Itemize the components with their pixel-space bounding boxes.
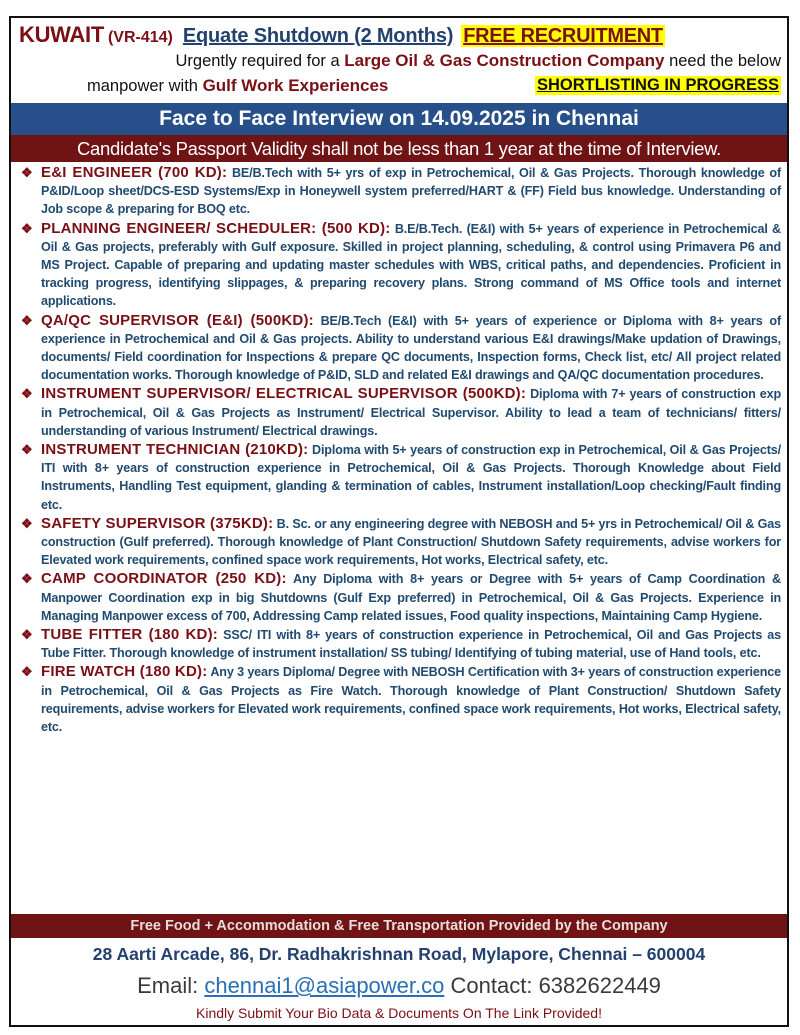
- job-title: INSTRUMENT SUPERVISOR/ ELECTRICAL SUPERVISOR (500KD):: [41, 385, 527, 403]
- project-name: Equate Shutdown (2 Months): [182, 25, 454, 47]
- header-title-line: [19, 22, 781, 52]
- country-label: KUWAIT: [19, 22, 104, 47]
- job-title: PLANNING ENGINEER/ SCHEDULER: (500 KD):: [41, 219, 391, 237]
- job-item: [17, 515, 781, 570]
- job-description: BE/B.Tech (E&I) with 5+ years of experience or Diploma with 8+ years of experience in Petrochemical and Oil & Gas projects. Ability to understand various E&I drawings/Make updation of Drawings, documents/ Field coordination for Inspections & prepare QC documents, Inspection forms, Check list, etc/ All project related documentation works. Thorough knowledge of P&ID, SLD and related E&I drawings and QA/QC documentation procedures.: [41, 313, 781, 383]
- job-item: [17, 220, 781, 311]
- office-address: 28 Aarti Arcade, 86, Dr. Radhakrishnan Road, Mylapore, Chennai – 600004: [92, 944, 706, 964]
- benefits-banner: Free Food + Accommodation & Free Transportation Provided by the Company: [11, 914, 787, 938]
- job-title: QA/QC SUPERVISOR (E&I) (500KD):: [41, 311, 314, 329]
- job-list: [17, 164, 781, 737]
- job-description: Any 3 years Diploma/ Degree with NEBOSH Certification with 3+ years of construction experience in Petrochemical, Oil & Gas Projects as Fire Watch. Thorough knowledge of Plant Construction/ Shutdown Safety requirements, advise workers for Elevated work requirements, confined space work requirements, Hot works, Electrical safety, etc.: [41, 665, 781, 735]
- passport-validity-banner: Candidate's Passport Validity shall not be less than 1 year at the time of Interview.: [11, 135, 787, 162]
- job-description: Diploma with 5+ years of construction exp in Petrochemical, Oil & Gas Projects/ ITI with 8+ years of construction experience in Petrochemical, Oil & Gas Projects. Thorough Knowledge about Field Instruments, Handling Test equipment, glanding & termination of cables, Instrument installation/Loop checking/Fault finding etc.: [41, 443, 781, 512]
- header-experience-line: [11, 76, 781, 100]
- reference-code: (VR-414): [107, 29, 173, 46]
- experience-line-text: [87, 76, 388, 96]
- company-highlight: Large Oil & Gas Construction Company: [344, 51, 665, 70]
- job-title: E&I ENGINEER (700 KD):: [41, 164, 228, 181]
- job-title: INSTRUMENT TECHNICIAN (210KD):: [41, 441, 309, 459]
- diamond-bullet-icon: ❖: [21, 515, 33, 531]
- job-description: BE/B.Tech with 5+ yrs of exp in Petrochemical, Oil & Gas Projects. Thorough knowledge of P&ID/Loop sheet/DCS-ESD Systems/Exp in Honeywell system preferred/HART & (FF) Field bus knowledge. Understanding of Job scope & preparing for BOQ etc.: [41, 166, 781, 217]
- job-description: B.E/B.Tech. (E&I) with 5+ years of experience in Petrochemical & Oil & Gas projects, preferably with Gulf exposure. Skilled in project planning, scheduling, & control using Primavera P6 and MS Project. Capable of preparing and updating master schedules with WBS, critical paths, and dependencies. Proficient in tracking progress, identifying slippages, & preparing recovery plans. Strong command of MS Office tools and internet applications.: [41, 221, 781, 309]
- phone-number: 6382622449: [538, 973, 661, 998]
- job-item: [17, 385, 781, 440]
- email-label: Email:: [137, 973, 199, 998]
- job-item: [17, 441, 781, 514]
- job-advertisement-poster: [9, 16, 789, 1027]
- job-title: SAFETY SUPERVISOR (375KD):: [41, 514, 274, 532]
- contact-label: Contact:: [450, 973, 533, 998]
- diamond-bullet-icon: ❖: [21, 165, 33, 180]
- job-description: Any Diploma with 8+ years or Degree with 5+ years of Camp Coordination & Manpower Coordination exp in big Shutdowns (Gulf Exp preferred) in Petrochemical, Oil & Gas Projects. Experience in Managing Manpower excess of 700, Addressing Camp related issues, Food quality inspections, Maintaining Camp Hygiene.: [41, 572, 782, 623]
- job-description: Diploma with 7+ years of construction exp in Petrochemical, Oil & Gas Projects as Instrument/ Electrical Supervisor. Ability to lead a team of technicians/ fitters/ understanding of various Instrument/ Electrical drawings.: [41, 387, 781, 438]
- experience-text-pre: manpower with: [87, 77, 198, 95]
- diamond-bullet-icon: ❖: [21, 442, 33, 458]
- job-item: [17, 312, 781, 385]
- job-item: [17, 164, 781, 219]
- contact-line: [11, 970, 787, 1002]
- job-title: FIRE WATCH (180 KD):: [41, 663, 208, 681]
- intro-text-post: need the below: [669, 52, 781, 70]
- header-intro-line: [175, 51, 781, 75]
- gulf-experience-highlight: Gulf Work Experiences: [202, 76, 389, 95]
- interview-banner: Face to Face Interview on 14.09.2025 in Chennai: [11, 103, 787, 135]
- diamond-bullet-icon: ❖: [21, 312, 33, 328]
- free-recruitment-badge: FREE RECRUITMENT: [463, 25, 663, 47]
- job-description: SSC/ ITI with 8+ years of construction experience in Petrochemical, Oil and Gas Projects as Tube Fitter. Thorough knowledge of instrument installation/ SS tubing/ Identifying of tubing material, use of Hand tools, etc.: [41, 628, 781, 661]
- job-item: [17, 570, 781, 625]
- job-title: TUBE FITTER (180 KD):: [41, 626, 218, 644]
- diamond-bullet-icon: ❖: [21, 386, 33, 402]
- job-title: CAMP COORDINATOR (250 KD):: [41, 570, 287, 588]
- diamond-bullet-icon: ❖: [21, 627, 33, 643]
- job-description: B. Sc. or any engineering degree with NEBOSH and 5+ yrs in Petrochemical/ Oil & Gas construction (Gulf preferred). Thorough knowledge of Plant Construction/ Shutdown Safety requirements, advise workers for Elevated work requirements, confined space work requirements, Hot works, Electrical safety, etc.: [41, 516, 781, 568]
- job-item: [17, 626, 781, 662]
- job-item: [17, 663, 781, 736]
- diamond-bullet-icon: ❖: [21, 220, 33, 236]
- shortlisting-status-badge: SHORTLISTING IN PROGRESS: [536, 76, 779, 94]
- submit-documents-note: Kindly Submit Your Bio Data & Documents On The Link Provided!: [196, 1005, 602, 1021]
- diamond-bullet-icon: ❖: [21, 664, 33, 680]
- diamond-bullet-icon: ❖: [21, 571, 33, 587]
- intro-text-pre: Urgently required for a: [175, 52, 340, 70]
- email-link[interactable]: chennai1@asiapower.co: [204, 973, 445, 998]
